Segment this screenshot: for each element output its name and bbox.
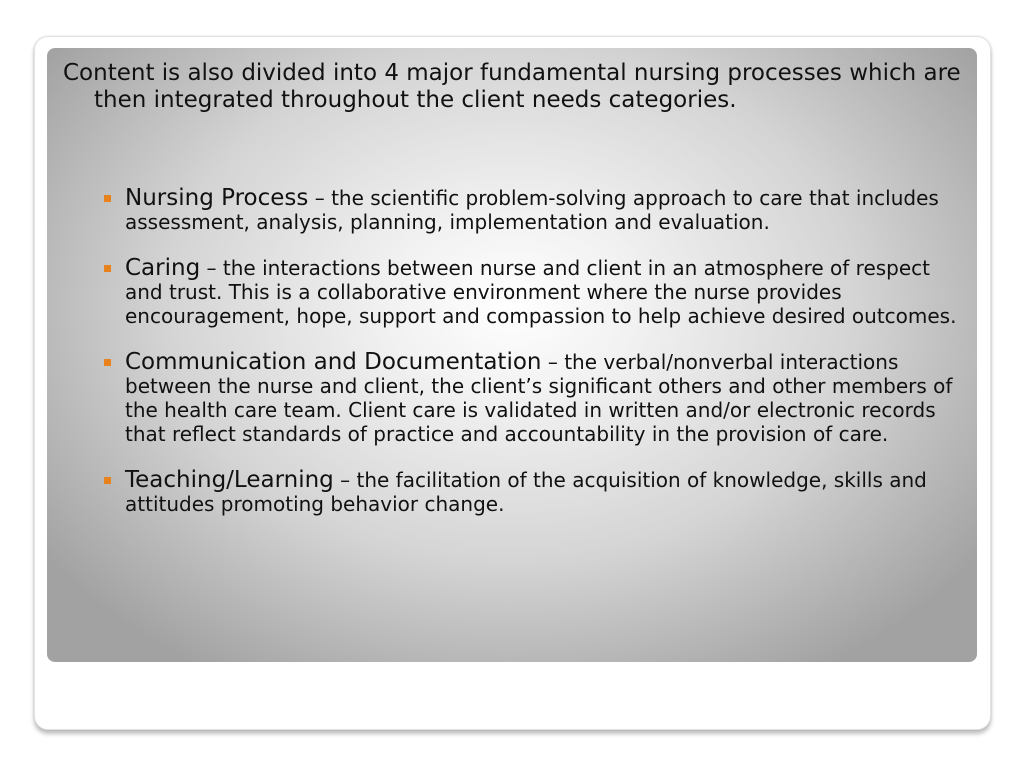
item-term: Communication and Documentation — [125, 349, 542, 375]
item-description: – the scientific problem-solving approach to care that includes assessment, analysis, planning, implementation and evaluation. — [125, 186, 939, 234]
item-description: – the interactions between nurse and client in an atmosphere of respect and trust. This is a collaborative environment where the nurse provides encouragement, hope, support and compassion to help achieve desired outcomes. — [125, 256, 957, 328]
list-item-caring — [103, 256, 971, 328]
item-term: Teaching/Learning — [125, 467, 334, 493]
bullet-list — [103, 186, 971, 538]
square-bullet-icon — [104, 359, 111, 366]
square-bullet-icon — [104, 265, 111, 272]
content-panel — [47, 48, 977, 662]
square-bullet-icon — [104, 477, 111, 484]
item-term: Nursing Process — [125, 185, 309, 211]
list-item-nursing-process — [103, 186, 971, 234]
list-item-communication-documentation — [103, 350, 971, 446]
item-description: – the verbal/nonverbal interactions between the nurse and client, the client’s significant others and other members of the health care team. Client care is validated in written and/or electronic records that reflect standards of practice and accountability in the provision of care. — [125, 350, 953, 446]
square-bullet-icon — [104, 195, 111, 202]
item-term: Caring — [125, 255, 201, 281]
item-description: – the facilitation of the acquisition of knowledge, skills and attitudes promoting behavior change. — [125, 468, 927, 516]
intro-paragraph: Content is also divided into 4 major fundamental nursing processes which are then integrated throughout the client needs categories. — [63, 60, 961, 113]
list-item-teaching-learning — [103, 468, 971, 516]
